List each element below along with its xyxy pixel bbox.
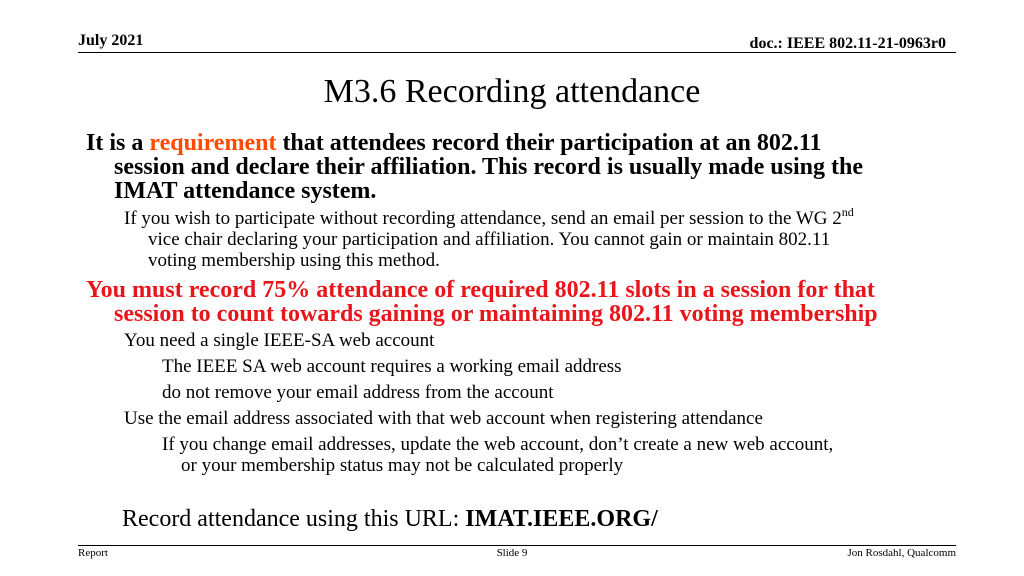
p1-line1-rest: that attendees record their participation at an 802.11 [276,130,822,156]
requirement-highlight: requirement [149,130,277,156]
header-rule [78,52,956,53]
header-doc-id: doc.: IEEE 802.11-21-0963r0 [749,35,946,52]
url-label: Record attendance using this URL: [122,506,466,532]
footer-rule [78,545,956,546]
slide-title: M3.6 Recording attendance [323,73,701,110]
superscript-nd: nd [841,204,854,219]
p1-sub-line3: voting membership using this method. [148,250,440,271]
item-do-not-remove: do not remove your email address from the account [162,382,554,403]
footer-left: Report [78,547,108,559]
p2-line1: You must record 75% attendance of required 802.11 slots in a session for that [86,277,875,303]
p1-sub-line1-main: If you wish to participate without recording attendance, send an email per session to the WG 2 [124,208,842,229]
p1-line1 [86,131,822,155]
url-line [122,506,658,532]
p1-sub-line2: vice chair declaring your participation and affiliation. You cannot gain or maintain 802.11 [148,229,831,250]
slide-number: Slide 9 [496,547,528,559]
imat-url[interactable]: IMAT.IEEE.ORG/ [465,506,658,532]
item-single-account: You need a single IEEE-SA web account [124,330,435,351]
p1-sub-line1 [124,204,854,229]
p1-prefix: It is a [86,130,150,156]
item-change-email-line1: If you change email addresses, update the web account, don’t create a new web account, [162,434,834,455]
header-date: July 2021 [78,32,144,49]
item-change-email-line2: or your membership status may not be calculated properly [181,455,624,476]
footer-author: Jon Rosdahl, Qualcomm [847,547,956,559]
item-use-email: Use the email address associated with that web account when registering attendance [124,408,763,429]
p1-line3: IMAT attendance system. [114,178,377,204]
p2-line2: session to count towards gaining or maintaining 802.11 voting membership [114,301,878,327]
p1-line2: session and declare their affiliation. This record is usually made using the [114,154,863,180]
item-working-email: The IEEE SA web account requires a working email address [162,356,622,377]
